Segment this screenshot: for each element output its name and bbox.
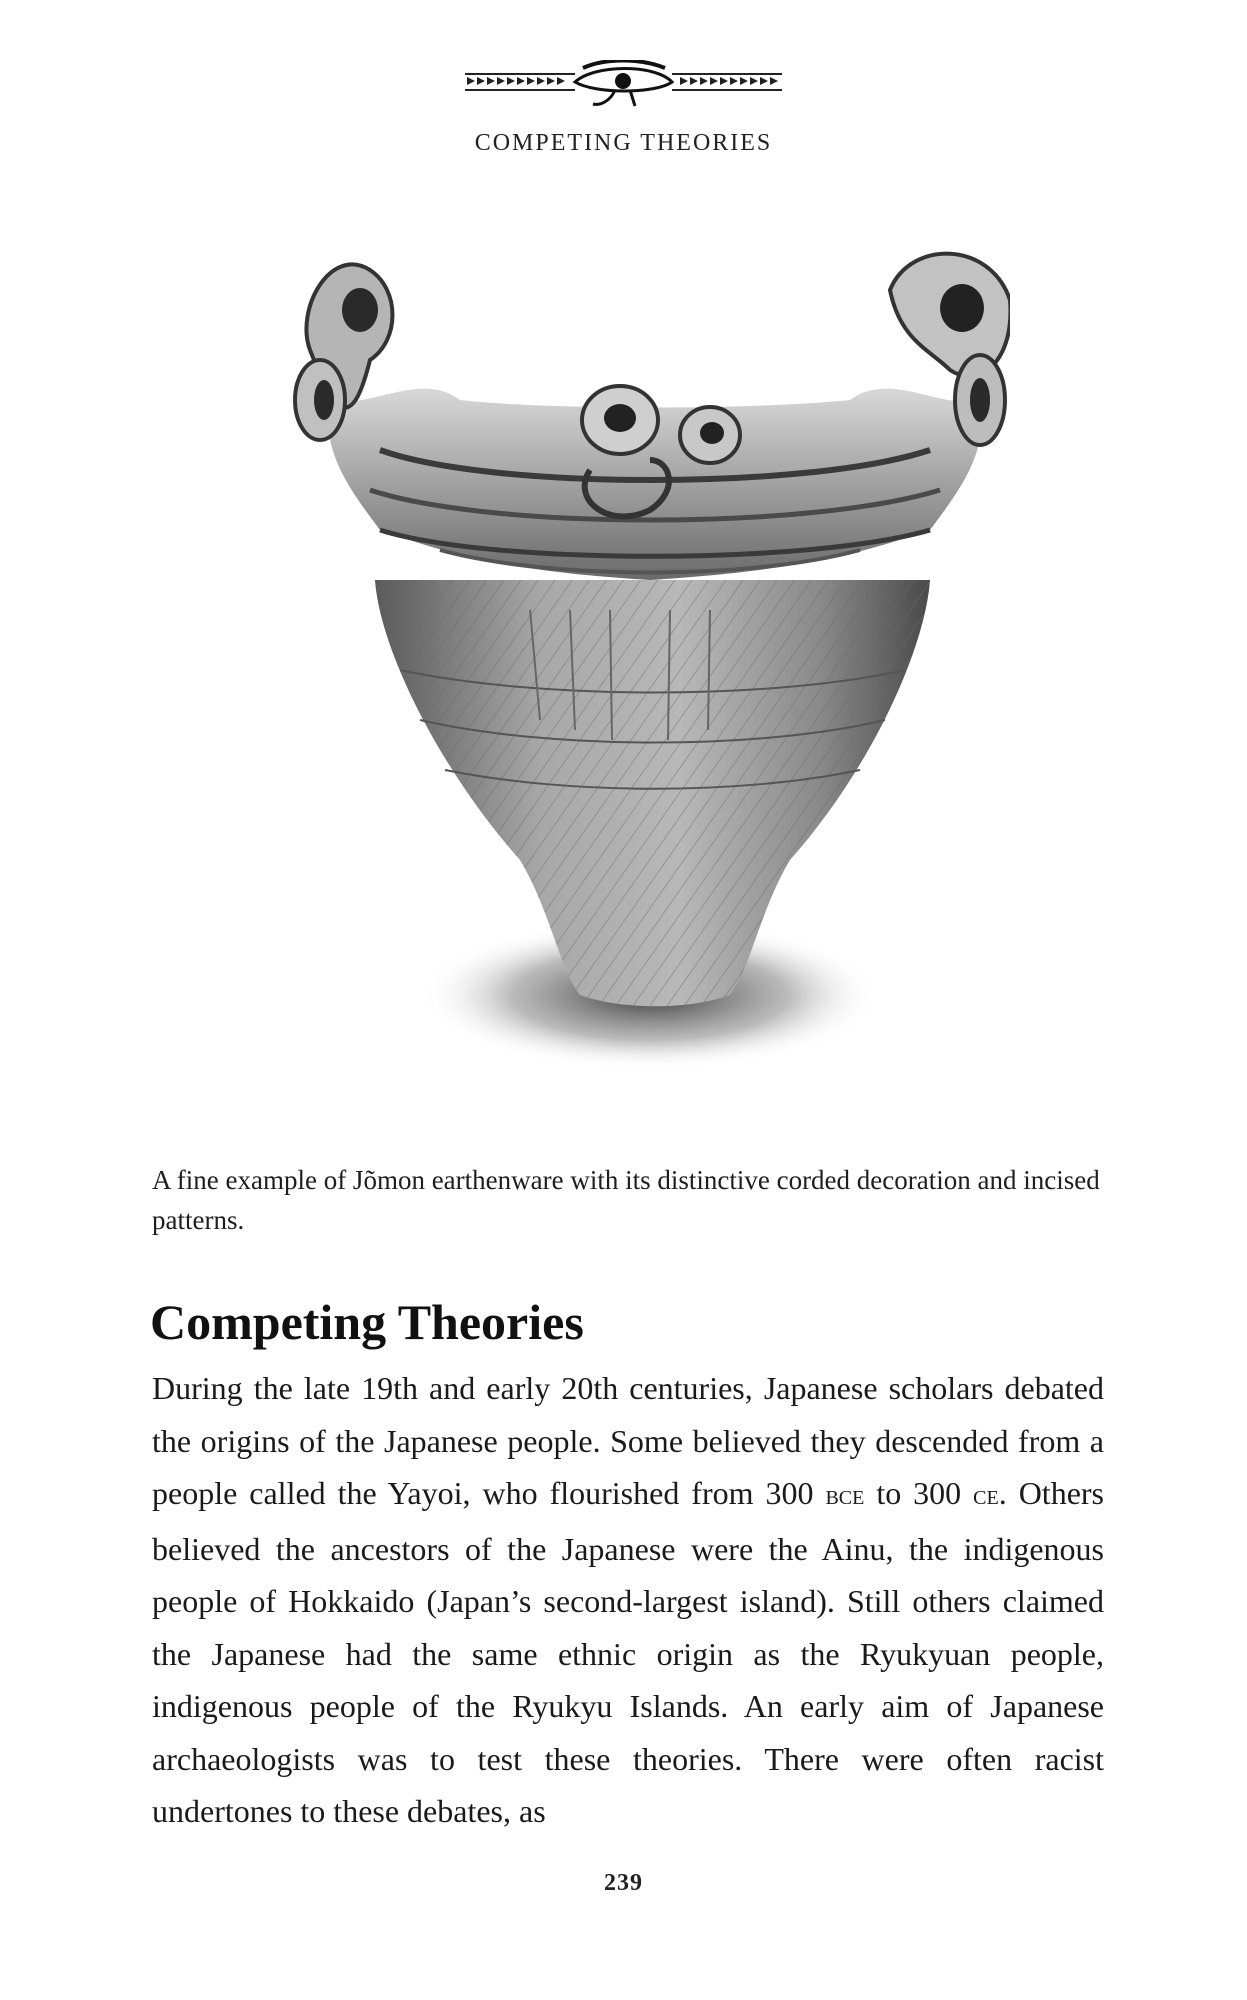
body-text-part: . Others believed the ancestors of the Japanese were the Ainu, the indigenous people of Hokkaido (Japan’s second-largest island). Still others claimed the Japanese had the same ethnic origin as the Ryukyuan people, indigenous people of the Ryukyu Islands. An early aim of Japanese archaeologists was to test these theories. There were often racist undertones to these debates, as: [152, 1475, 1105, 1829]
eye-of-horus-ornament-icon: [465, 60, 782, 110]
era-abbreviation: ce: [973, 1480, 999, 1511]
figure-caption: A fine example of Jõmon earthenware with its distinctive corded decoration and incised patterns.: [152, 1165, 1100, 1235]
jomon-vessel-photo: [290, 250, 1010, 1090]
page-number: 239: [604, 1870, 643, 1896]
running-head: COMPETING THEORIES: [474, 130, 773, 156]
body-text-part: During the late 19th and early 20th centuries, Japanese scholars debated the origins of the Japanese people. Some believed they descended from a people called the Yayoi, who flourished from 300: [152, 1370, 1104, 1511]
era-abbreviation: bce: [825, 1480, 865, 1511]
section-heading: Competing Theories: [150, 1294, 584, 1350]
body-text-part: to 300: [864, 1475, 974, 1511]
body-paragraph: [152, 1362, 1104, 1838]
